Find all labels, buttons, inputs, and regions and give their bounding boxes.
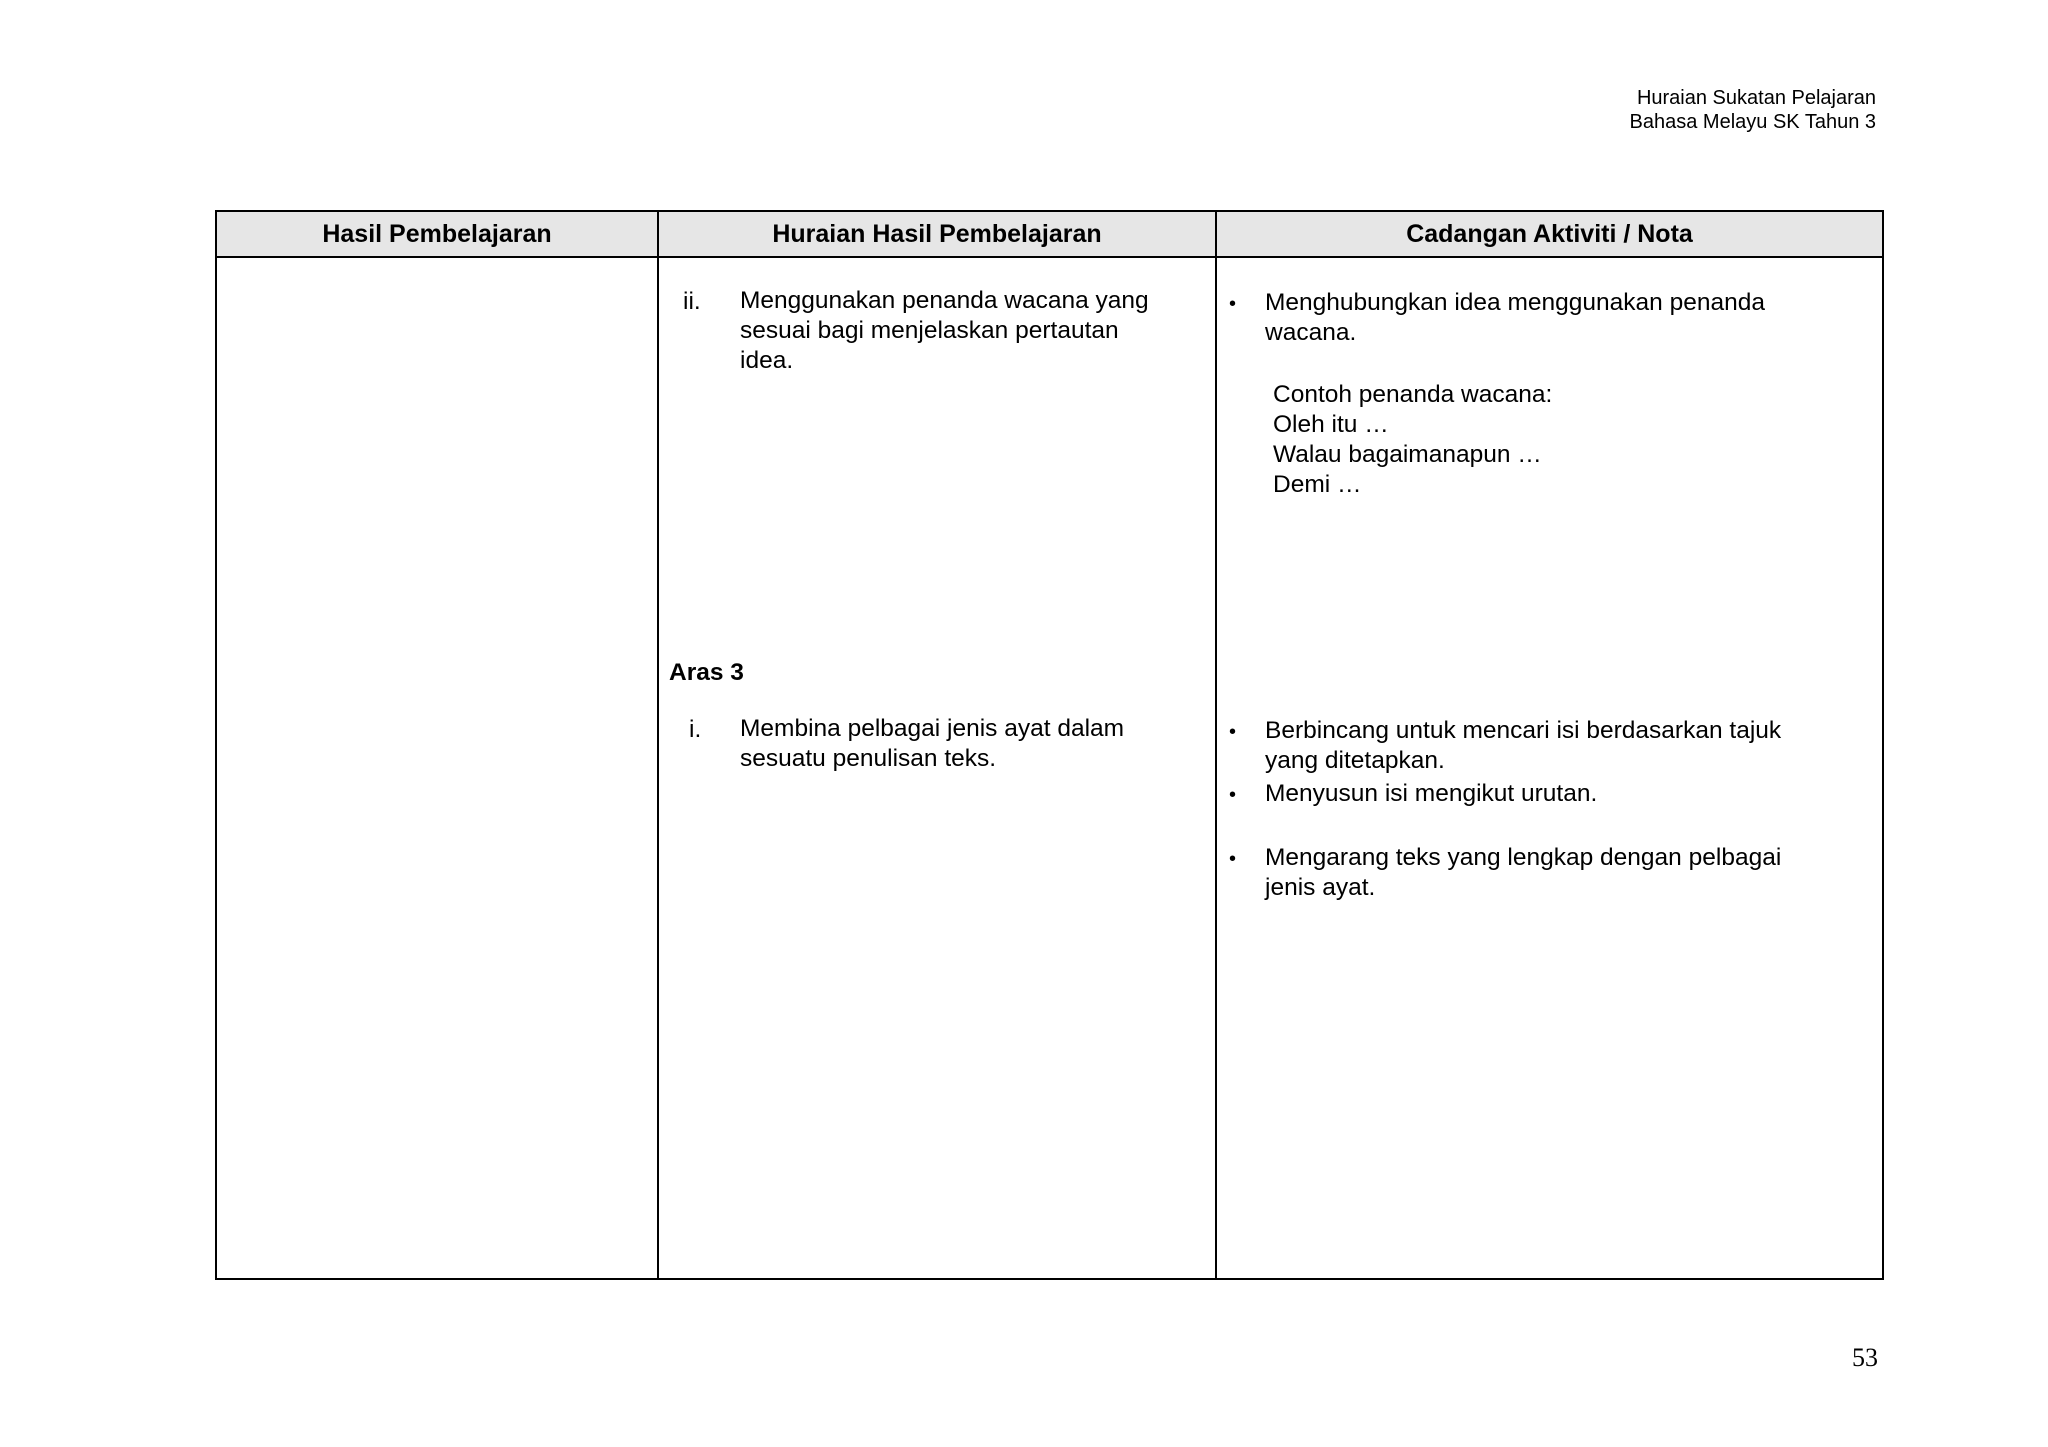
text-line: sesuai bagi menjelaskan pertautan [740,317,1119,344]
activity-item [1265,716,1781,776]
example-list [1273,380,1552,500]
bullet-icon: • [1229,848,1237,870]
col-header-cadangan: Cadangan Aktiviti / Nota [1406,220,1693,248]
text-line: Membina pelbagai jenis ayat dalam [740,715,1125,742]
text-line: idea. [740,347,794,374]
text-line: Menyusun isi mengikut urutan. [1265,780,1598,807]
text-line: Mengarang teks yang lengkap dengan pelbagai [1265,844,1782,871]
text-line: Oleh itu … [1273,411,1389,438]
text-line: Menggunakan penanda wacana yang [740,287,1149,314]
bullet-icon: • [1229,293,1237,315]
activity-item [1265,779,1597,809]
running-header [1630,86,1876,134]
text-line: jenis ayat. [1265,874,1376,901]
syllabus-table [215,210,1884,1280]
text-line: Demi … [1273,471,1362,498]
table-header-row [217,212,1882,258]
activity-item [1265,288,1765,348]
learning-outcome-i [740,714,1124,774]
col-header-huraian: Huraian Hasil Pembelajaran [772,220,1102,248]
text-line: yang ditetapkan. [1265,747,1445,774]
text-line: wacana. [1265,319,1357,346]
learning-outcome-ii [740,286,1149,376]
level-heading: Aras 3 [669,659,744,686]
text-line: sesuatu penulisan teks. [740,745,997,772]
item-number: ii. [683,288,701,315]
text-line: Walau bagaimanapun … [1273,441,1542,468]
page-number: 53 [1852,1343,1878,1372]
text-line: Contoh penanda wacana: [1273,381,1553,408]
column-divider [1215,212,1217,1278]
col-header-hasil: Hasil Pembelajaran [322,220,552,248]
column-divider [657,212,659,1278]
activity-item [1265,843,1781,903]
bullet-icon: • [1229,784,1237,806]
header-subtitle: Bahasa Melayu SK Tahun 3 [1629,111,1876,133]
text-line: Menghubungkan idea menggunakan penanda [1265,289,1765,316]
header-title: Huraian Sukatan Pelajaran [1636,87,1876,109]
item-number: i. [689,716,702,743]
text-line: Berbincang untuk mencari isi berdasarkan tajuk [1265,717,1782,744]
bullet-icon: • [1229,721,1237,743]
